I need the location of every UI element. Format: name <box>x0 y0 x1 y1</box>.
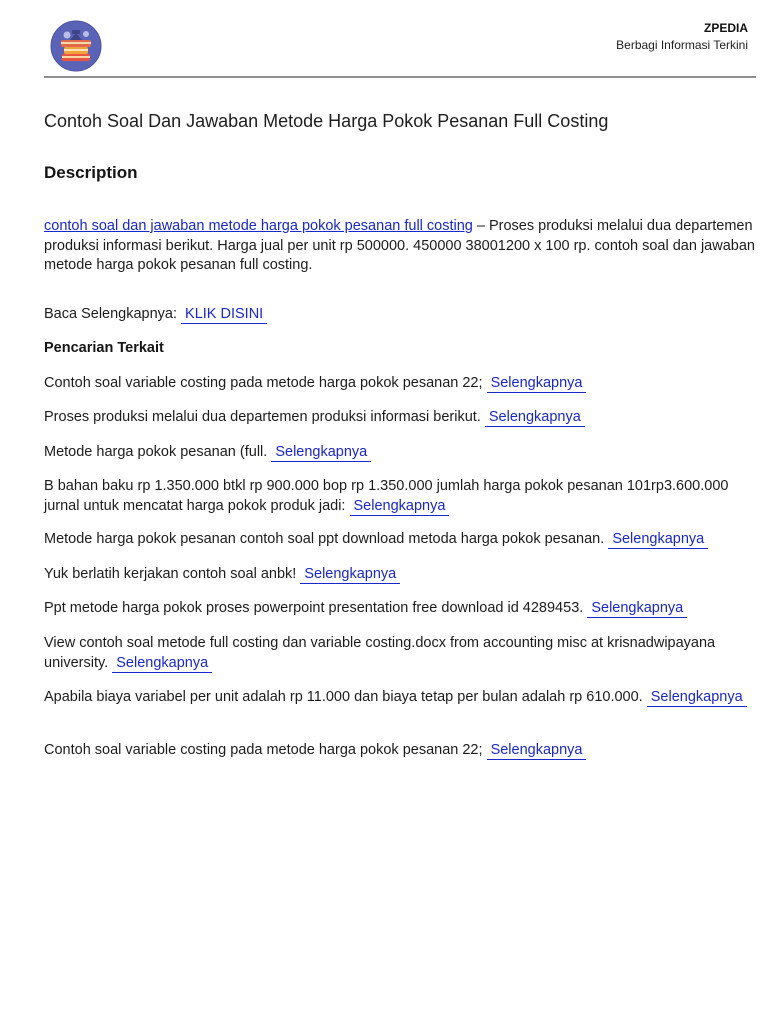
read-more-label: Baca Selengkapnya: <box>44 306 178 322</box>
site-name[interactable]: ZPEDIA <box>703 21 748 35</box>
related-item-text: Contoh soal variable costing pada metode harga pokok pesanan 22; <box>44 742 483 758</box>
site-header <box>0 0 768 78</box>
related-item-text: Metode harga pokok pesanan (full. <box>44 444 268 460</box>
description-paragraph <box>44 217 756 276</box>
related-item-text: Proses produksi melalui dua departemen produksi informasi berikut. <box>44 409 481 425</box>
selengkapnya-link[interactable]: Selengkapnya <box>608 531 708 549</box>
selengkapnya-link[interactable]: Selengkapnya <box>487 742 587 760</box>
site-tagline: Berbagi Informasi Terkini <box>616 38 748 52</box>
related-item <box>44 443 756 463</box>
description-heading: Description <box>44 163 138 182</box>
related-item <box>44 688 756 708</box>
related-item-text: View contoh soal metode full costing dan variable costing.docx from accounting misc at krisnadwipayana university. <box>44 635 716 671</box>
description-text: – Proses produksi melalui dua departemen produksi informasi berikut. Harga jual per unit rp 500000. 450000 38001200 x 100 rp. contoh soal dan jawaban metode harga pokok pesanan full costing. <box>44 218 755 273</box>
read-more-row <box>44 306 267 324</box>
related-item <box>44 565 756 585</box>
selengkapnya-link[interactable]: Selengkapnya <box>647 689 747 707</box>
description-link[interactable]: contoh soal dan jawaban metode harga pokok pesanan full costing <box>44 218 473 234</box>
selengkapnya-link[interactable]: Selengkapnya <box>300 566 400 584</box>
books-icon[interactable] <box>50 20 102 72</box>
selengkapnya-link[interactable]: Selengkapnya <box>112 655 212 673</box>
related-heading: Pencarian Terkait <box>44 340 164 356</box>
related-item-text: Metode harga pokok pesanan contoh soal ppt download metoda harga pokok pesanan. <box>44 531 605 547</box>
related-item-text: Ppt metode harga pokok proses powerpoint presentation free download id 4289453. <box>44 600 584 616</box>
selengkapnya-link[interactable]: Selengkapnya <box>587 600 687 618</box>
header-divider <box>44 76 756 78</box>
related-item <box>44 477 756 516</box>
page-title: Contoh Soal Dan Jawaban Metode Harga Pokok Pesanan Full Costing <box>44 111 609 131</box>
related-item-text: Contoh soal variable costing pada metode harga pokok pesanan 22; <box>44 375 483 391</box>
related-item-text: B bahan baku rp 1.350.000 btkl rp 900.000 bop rp 1.350.000 jumlah harga pokok pesanan 101rp3.600.000 jurnal untuk mencatat harga pokok produk jadi: <box>44 478 729 514</box>
related-item <box>44 408 756 428</box>
related-item <box>44 374 756 394</box>
related-item <box>44 741 756 761</box>
selengkapnya-link[interactable]: Selengkapnya <box>271 444 371 462</box>
related-item <box>44 599 756 619</box>
selengkapnya-link[interactable]: Selengkapnya <box>485 409 585 427</box>
selengkapnya-link[interactable]: Selengkapnya <box>350 498 450 516</box>
related-item-text: Yuk berlatih kerjakan contoh soal anbk! <box>44 566 297 582</box>
selengkapnya-link[interactable]: Selengkapnya <box>487 375 587 393</box>
related-item <box>44 530 756 550</box>
related-item-text: Apabila biaya variabel per unit adalah rp 11.000 dan biaya tetap per bulan adalah rp 610.000. <box>44 689 643 705</box>
related-item <box>44 634 756 673</box>
read-more-link[interactable]: KLIK DISINI <box>181 306 267 324</box>
